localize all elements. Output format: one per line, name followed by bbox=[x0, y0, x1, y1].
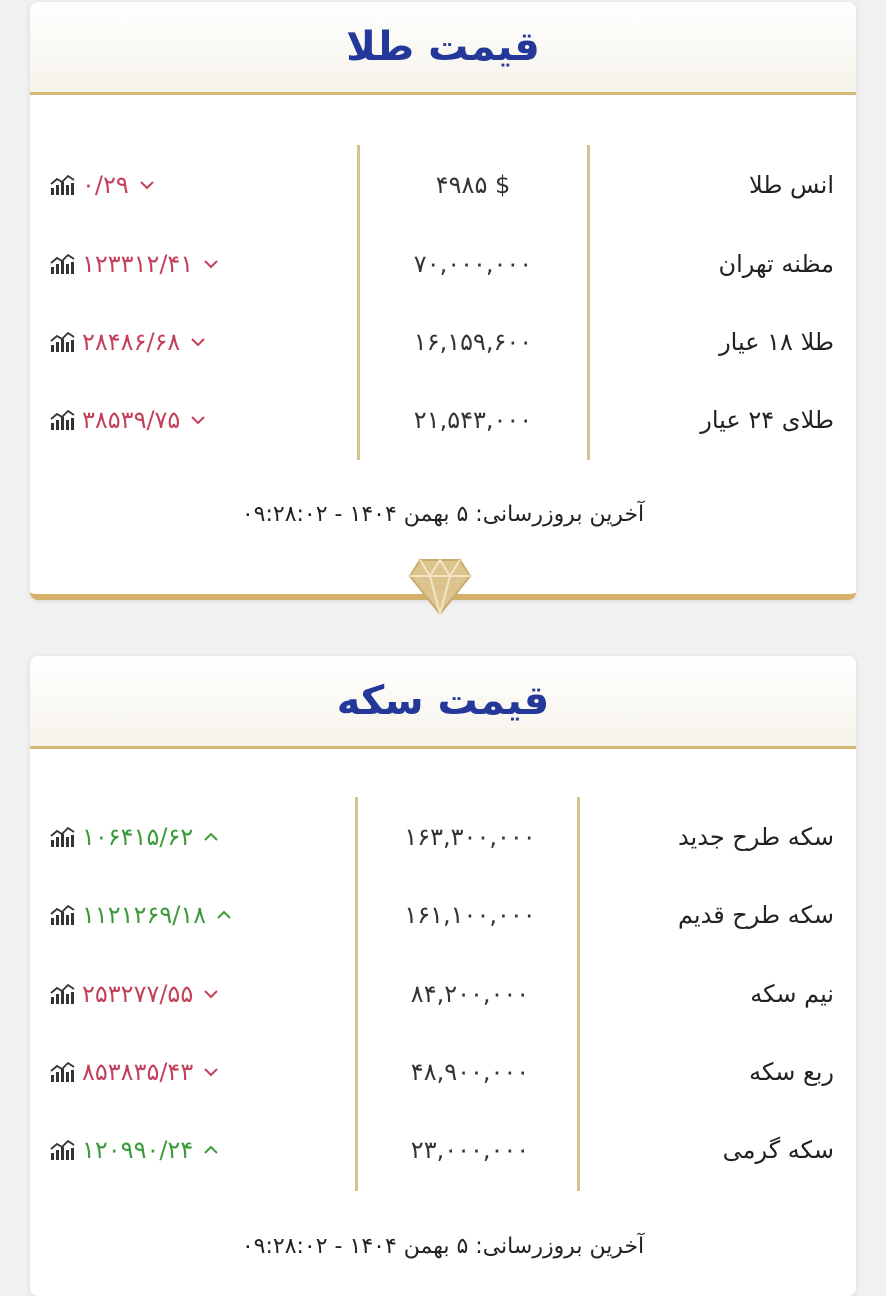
chevron-down-icon bbox=[203, 989, 219, 999]
bar-chart-icon[interactable] bbox=[50, 409, 76, 431]
item-name: ربع سکه bbox=[749, 1058, 834, 1086]
bar-chart-icon[interactable] bbox=[50, 826, 76, 848]
coin-card-header bbox=[30, 656, 856, 749]
item-price: ۲۳,۰۰۰,۰۰۰ bbox=[410, 1136, 530, 1164]
item-price: ۱۶۱,۱۰۰,۰۰۰ bbox=[404, 901, 536, 929]
change-cell bbox=[50, 1047, 219, 1097]
item-name: مظنه تهران bbox=[718, 250, 834, 278]
change-cell bbox=[50, 160, 155, 210]
change-value: ۱۲۳۳۱۲/۴۱ bbox=[82, 250, 194, 278]
change-value: ۱۲۰۹۹۰/۲۴ bbox=[82, 1136, 194, 1164]
chevron-down-icon bbox=[203, 259, 219, 269]
chevron-up-icon bbox=[203, 1145, 219, 1155]
change-value: ۰/۲۹ bbox=[82, 171, 129, 199]
chevron-down-icon bbox=[190, 337, 206, 347]
bar-chart-icon[interactable] bbox=[50, 331, 76, 353]
chevron-down-icon bbox=[190, 415, 206, 425]
gold-price-card bbox=[30, 2, 856, 600]
table-row[interactable] bbox=[30, 239, 856, 289]
item-price: ۸۴,۲۰۰,۰۰۰ bbox=[410, 980, 530, 1008]
change-cell bbox=[50, 969, 219, 1019]
item-price: ۷۰,۰۰۰,۰۰۰ bbox=[413, 250, 533, 278]
last-updated-text: آخرین بروزرسانی: ۵ بهمن ۱۴۰۴ - ۰۹:۲۸:۰۲ bbox=[241, 502, 645, 527]
change-cell bbox=[50, 239, 219, 289]
change-value: ۱۱۲۱۲۶۹/۱۸ bbox=[82, 901, 207, 929]
change-cell bbox=[50, 1125, 219, 1175]
table-row[interactable] bbox=[30, 395, 856, 445]
item-name: سکه طرح جدید bbox=[677, 823, 834, 851]
coin-price-table bbox=[30, 749, 856, 1209]
coin-price-card bbox=[30, 656, 856, 1296]
bar-chart-icon[interactable] bbox=[50, 904, 76, 926]
chevron-down-icon bbox=[139, 180, 155, 190]
chevron-up-icon bbox=[216, 910, 232, 920]
table-row[interactable] bbox=[30, 969, 856, 1019]
table-row[interactable] bbox=[30, 160, 856, 210]
item-name: طلای ۲۴ عیار bbox=[700, 406, 834, 434]
gold-price-table bbox=[30, 95, 856, 475]
change-value: ۳۸۵۳۹/۷۵ bbox=[82, 406, 181, 434]
change-value: ۲۸۴۸۶/۶۸ bbox=[82, 328, 181, 356]
change-cell bbox=[50, 317, 206, 367]
table-row[interactable] bbox=[30, 317, 856, 367]
item-name: نیم سکه bbox=[750, 980, 834, 1008]
item-name: سکه گرمی bbox=[722, 1136, 834, 1164]
item-name: سکه طرح قدیم bbox=[677, 901, 834, 929]
change-value: ۱۰۶۴۱۵/۶۲ bbox=[82, 823, 194, 851]
item-price: ۱۶۳,۳۰۰,۰۰۰ bbox=[404, 823, 536, 851]
last-updated-text: آخرین بروزرسانی: ۵ بهمن ۱۴۰۴ - ۰۹:۲۸:۰۲ bbox=[241, 1234, 645, 1259]
table-row[interactable] bbox=[30, 1125, 856, 1175]
bar-chart-icon[interactable] bbox=[50, 174, 76, 196]
bar-chart-icon[interactable] bbox=[50, 253, 76, 275]
chevron-up-icon bbox=[203, 832, 219, 842]
change-value: ۲۵۳۲۷۷/۵۵ bbox=[82, 980, 194, 1008]
bar-chart-icon[interactable] bbox=[50, 1139, 76, 1161]
table-row[interactable] bbox=[30, 812, 856, 862]
table-row[interactable] bbox=[30, 890, 856, 940]
change-cell bbox=[50, 890, 232, 940]
chevron-down-icon bbox=[203, 1067, 219, 1077]
gold-card-header bbox=[30, 2, 856, 95]
diamond-icon bbox=[408, 556, 472, 616]
bar-chart-icon[interactable] bbox=[50, 983, 76, 1005]
item-name: انس طلا bbox=[749, 171, 834, 199]
item-price: ۱۶,۱۵۹,۶۰۰ bbox=[413, 328, 533, 356]
change-value: ۸۵۳۸۳۵/۴۳ bbox=[82, 1058, 194, 1086]
change-cell bbox=[50, 812, 219, 862]
item-name: طلا ۱۸ عیار bbox=[719, 328, 834, 356]
item-price: ۴۹۸۵ $ bbox=[435, 171, 511, 199]
change-cell bbox=[50, 395, 206, 445]
gold-card-title: قیمت طلا bbox=[346, 24, 540, 70]
table-row[interactable] bbox=[30, 1047, 856, 1097]
item-price: ۲۱,۵۴۳,۰۰۰ bbox=[413, 406, 533, 434]
item-price: ۴۸,۹۰۰,۰۰۰ bbox=[410, 1058, 530, 1086]
bar-chart-icon[interactable] bbox=[50, 1061, 76, 1083]
coin-card-title: قیمت سکه bbox=[336, 678, 550, 724]
